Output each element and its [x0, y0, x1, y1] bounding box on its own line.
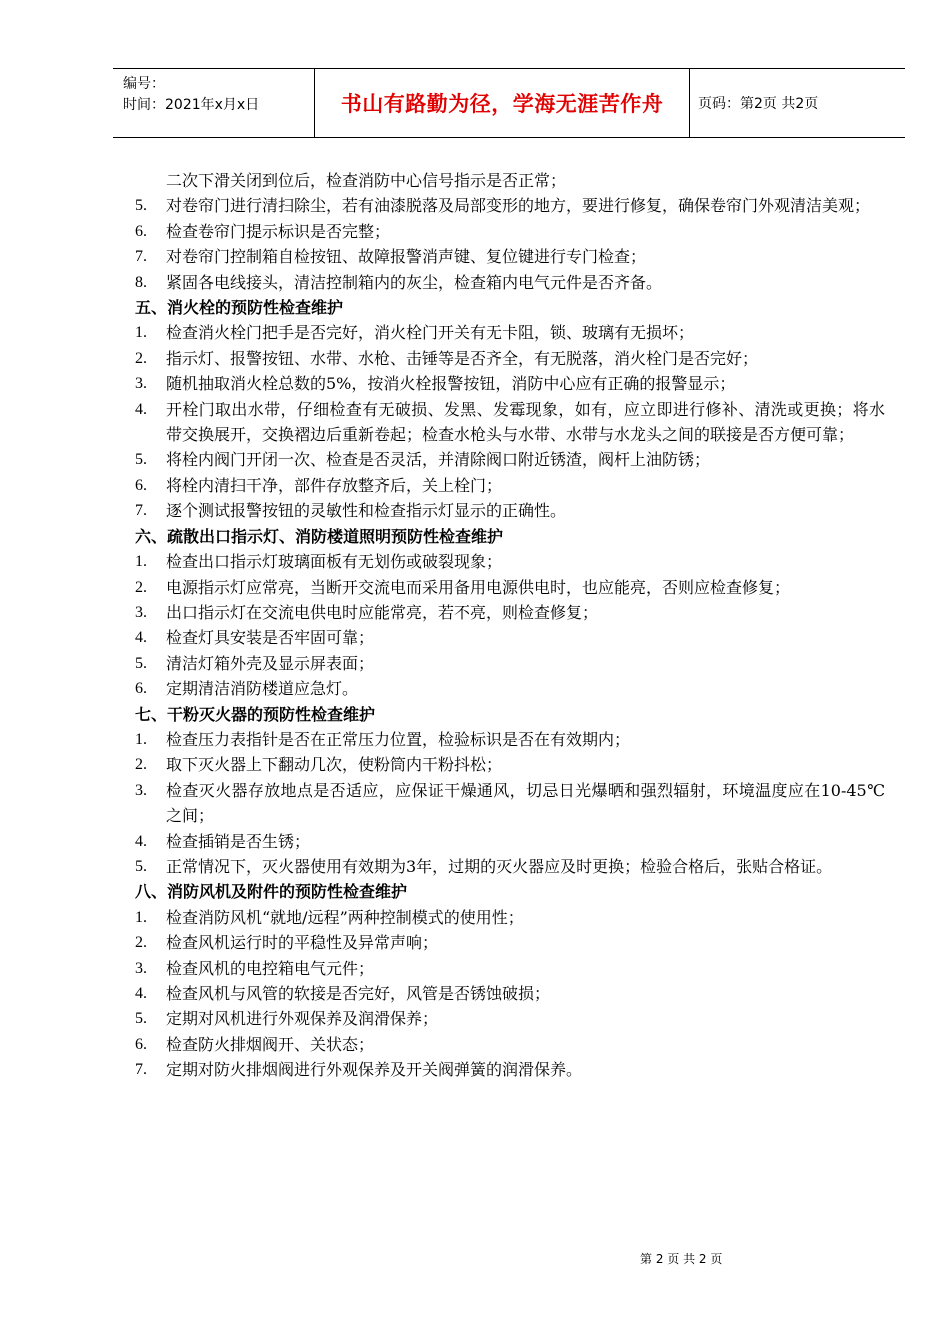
item-number: 3. — [135, 959, 147, 977]
list-item — [135, 575, 885, 600]
item-text: 检查风机与风管的软接是否完好，风管是否锈蚀破损； — [166, 984, 551, 1003]
list-item — [135, 447, 885, 472]
list-a — [135, 193, 885, 295]
item-text: 检查消防风机“就地/远程”两种控制模式的使用性； — [166, 907, 524, 927]
list-item — [135, 752, 885, 777]
item-text: 随机抽取消火栓总数的5%，按消火栓报警按钮，消防中心应有正确的报警显示； — [166, 374, 736, 394]
item-text: 清洁灯箱外壳及显示屏表面； — [166, 653, 375, 673]
list-item — [135, 371, 885, 396]
list-item — [135, 829, 885, 854]
item-number: 1. — [135, 730, 147, 748]
list-item — [135, 244, 885, 269]
list-item — [135, 905, 885, 930]
list-item — [135, 625, 885, 650]
list-item — [135, 956, 885, 981]
list-item — [135, 193, 885, 218]
item-text: 检查灯具安装是否牢固可靠； — [166, 628, 375, 648]
item-number: 4. — [135, 832, 147, 850]
list-item — [135, 930, 885, 955]
item-text: 紧固各电线接头，清洁控制箱内的灰尘，检查箱内电气元件是否齐备。 — [166, 272, 663, 292]
item-text: 正常情况下，灭火器使用有效期为3年，过期的灭火器应及时更换；检验合格后，张贴合格证。 — [166, 856, 833, 876]
item-number: 3. — [135, 375, 147, 393]
item-number: 7. — [135, 502, 147, 520]
list-item — [135, 498, 885, 523]
list-item — [135, 600, 885, 625]
item-number: 4. — [135, 629, 147, 647]
item-text: 将栓内清扫干净，部件存放整齐后，关上栓门； — [166, 475, 503, 495]
header-time: 时间：2021年x月x日 — [123, 97, 260, 113]
header-bianhao: 编号： — [123, 76, 165, 92]
item-text: 检查防火排烟阀开、关状态； — [166, 1034, 375, 1054]
list-item — [135, 473, 885, 498]
item-text: 对卷帘门控制箱自检按钮、故障报警消声键、复位键进行专门检查； — [166, 247, 647, 267]
document-body — [135, 168, 885, 1083]
item-number: 6. — [135, 476, 147, 494]
item-text: 电源指示灯应常亮，当断开交流电而采用备用电源供电时，也应能亮，否则应检查修复； — [166, 577, 791, 597]
item-number: 8. — [135, 273, 147, 291]
item-number: 4. — [135, 400, 147, 418]
item-text: 检查风机的电控箱电气元件； — [166, 958, 375, 978]
list-item — [135, 320, 885, 345]
item-number: 5. — [135, 654, 147, 672]
item-text: 将栓内阀门开闭一次、检查是否灵活，并清除阀口附近锈渣，阀杆上油防锈； — [166, 450, 711, 470]
continuation-line: 二次下滑关闭到位后，检查消防中心信号指示是否正常； — [166, 171, 567, 190]
item-number: 5. — [135, 857, 147, 875]
item-number: 1. — [135, 553, 147, 571]
item-text: 出口指示灯在交流电供电时应能常亮，若不亮，则检查修复； — [166, 602, 599, 622]
item-number: 1. — [135, 324, 147, 342]
header-meta — [113, 69, 315, 137]
item-number: 6. — [135, 1035, 147, 1053]
item-number: 5. — [135, 1010, 147, 1028]
list-item — [135, 854, 885, 879]
section-heading: 六、疏散出口指示灯、消防楼道照明预防性检查维护 — [135, 526, 504, 546]
header-table — [113, 68, 905, 138]
item-number: 2. — [135, 934, 147, 952]
list-item — [135, 981, 885, 1006]
item-text: 定期清洁消防楼道应急灯。 — [166, 679, 359, 699]
item-number: 5. — [135, 197, 147, 215]
header-page: 页码：第2页 共2页 — [698, 96, 819, 112]
item-number: 1. — [135, 908, 147, 926]
header-motto: 书山有路勤为径，学海无涯苦作舟 — [315, 69, 690, 137]
item-number: 4. — [135, 985, 147, 1002]
item-text: 定期对风机进行外观保养及润滑保养； — [166, 1009, 439, 1029]
item-number: 2. — [135, 756, 147, 774]
page-footer: 第 2 页 共 2 页 — [640, 1252, 723, 1266]
item-text: 检查出口指示灯玻璃面板有无划伤或破裂现象； — [166, 552, 503, 572]
list-item — [135, 270, 885, 295]
list-item — [135, 1057, 885, 1082]
item-text: 开栓门取出水带，仔细检查有无破损、发黑、发霉现象，如有，应立即进行修补、清洗或更换；将水带交换展开，交换褶边后重新卷起；检查水枪头与水带、水带与水龙头之间的联接是否方便可靠； — [166, 399, 885, 445]
list-item — [135, 397, 885, 448]
item-number: 6. — [135, 222, 147, 240]
item-text: 检查消火栓门把手是否完好，消火栓门开关有无卡阻，锁、玻璃有无损坏； — [166, 323, 695, 343]
list-item — [135, 1006, 885, 1031]
item-text: 取下灭火器上下翻动几次，使粉筒内干粉抖松； — [166, 755, 503, 775]
list-item — [135, 219, 885, 244]
section-heading: 五、消火栓的预防性检查维护 — [135, 298, 344, 318]
list-item — [135, 549, 885, 574]
item-text: 检查插销是否生锈； — [166, 831, 311, 851]
item-number: 2. — [135, 349, 147, 367]
item-number: 7. — [135, 248, 147, 266]
item-text: 对卷帘门进行清扫除尘，若有油漆脱落及局部变形的地方，要进行修复，确保卷帘门外观清洁美观； — [166, 196, 871, 216]
item-text: 检查灭火器存放地点是否适应，应保证干燥通风，切忌日光爆晒和强烈辐射，环境温度应在10-45℃之间； — [166, 780, 885, 826]
list-item — [135, 346, 885, 371]
item-text: 逐个测试报警按钮的灵敏性和检查指示灯显示的正确性。 — [166, 501, 567, 521]
item-text: 定期对防火排烟阀进行外观保养及开关阀弹簧的润滑保养。 — [166, 1060, 583, 1080]
list-item — [135, 676, 885, 701]
item-text: 检查压力表指针是否在正常压力位置，检验标识是否在有效期内； — [166, 729, 631, 749]
item-number: 3. — [135, 603, 147, 621]
list-item — [135, 778, 885, 829]
item-text: 指示灯、报警按钮、水带、水枪、击锤等是否齐全，有无脱落，消火栓门是否完好； — [166, 348, 759, 368]
list-item — [135, 727, 885, 752]
item-text: 检查卷帘门提示标识是否完整； — [166, 221, 391, 241]
list-item — [135, 1032, 885, 1057]
item-text: 检查风机运行时的平稳性及异常声响； — [166, 933, 439, 953]
item-number: 6. — [135, 680, 147, 698]
list-item — [135, 651, 885, 676]
section-heading: 七、干粉灭火器的预防性检查维护 — [135, 704, 376, 724]
item-number: 5. — [135, 451, 147, 469]
section-heading: 八、消防风机及附件的预防性检查维护 — [135, 882, 408, 902]
item-number: 3. — [135, 781, 147, 799]
item-number: 7. — [135, 1061, 147, 1079]
item-number: 2. — [135, 578, 147, 596]
